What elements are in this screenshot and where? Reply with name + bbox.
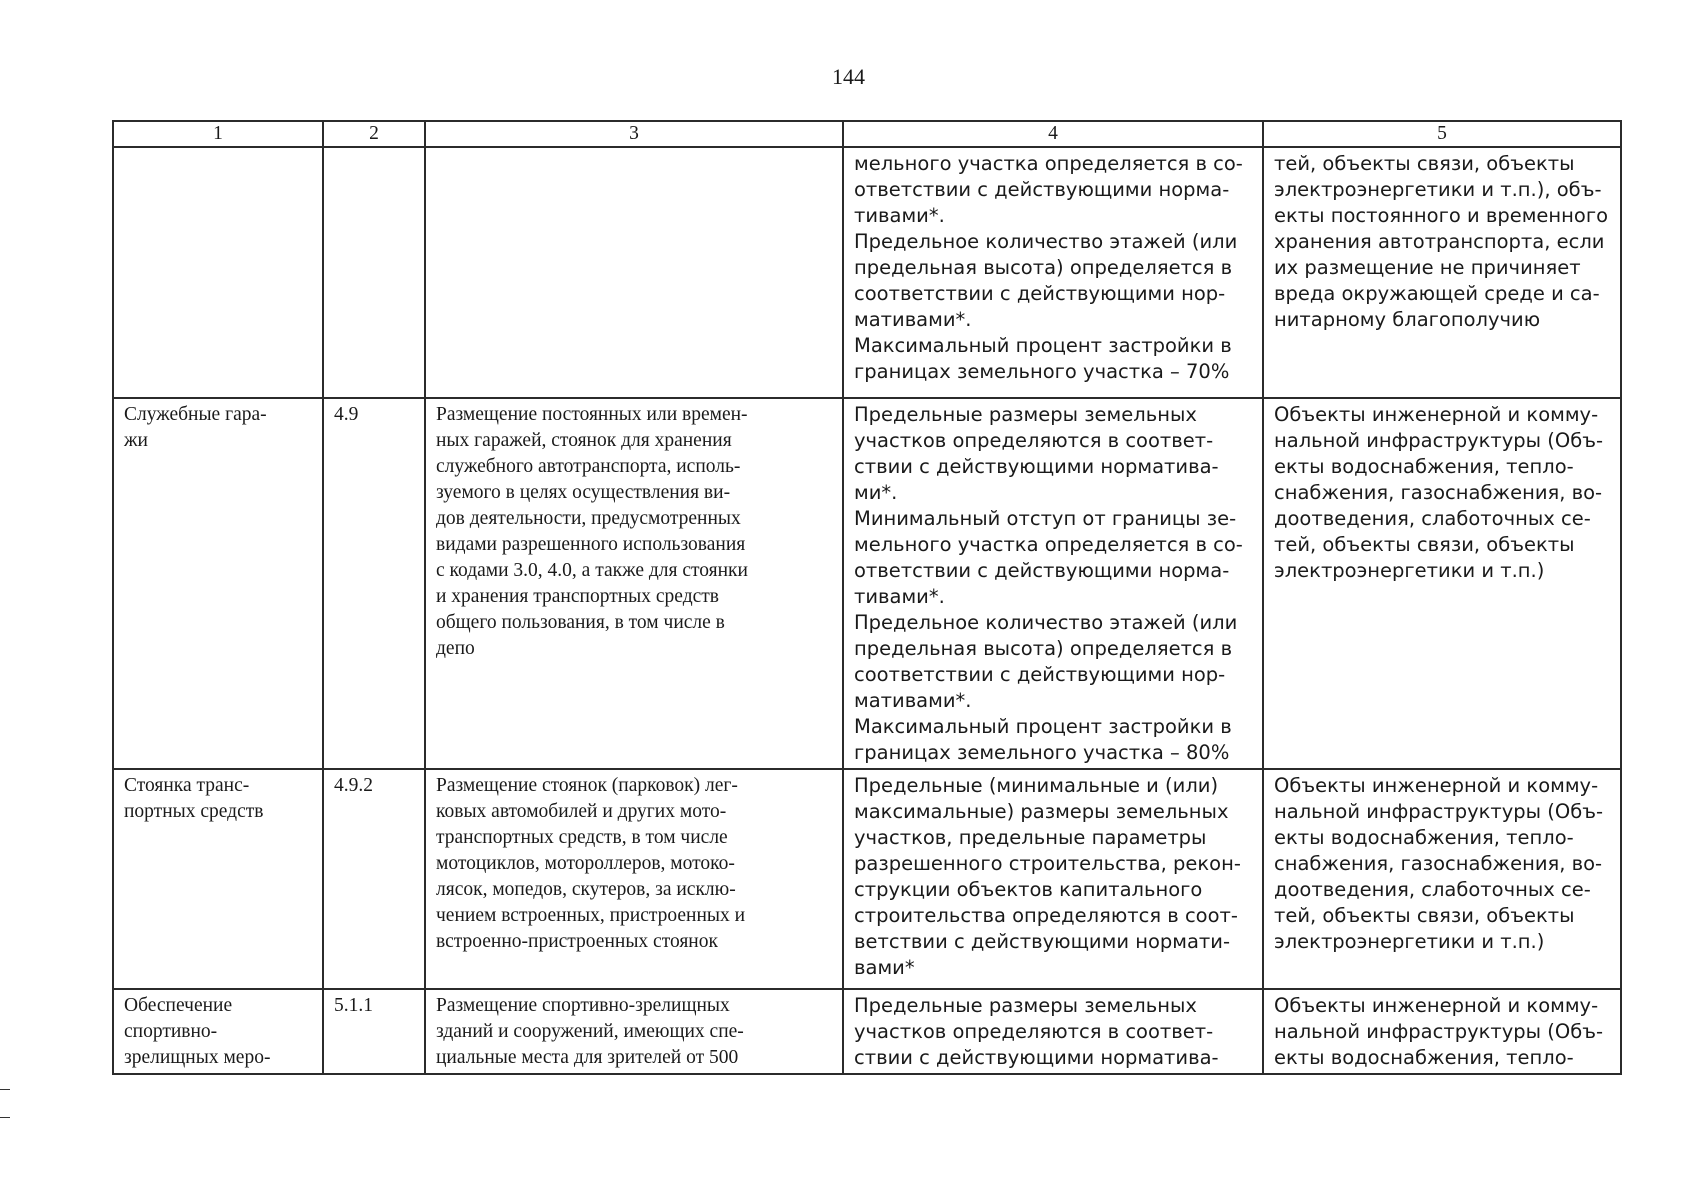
use-code-cell: 4.9 <box>323 398 425 769</box>
use-code-cell <box>323 147 425 398</box>
use-name-cell: Служебные гара- жи <box>113 398 323 769</box>
use-description-cell: Размещение постоянных или времен- ных гаражей, стоянок для хранения служебного автотранспорта, исполь- зуемого в целях осуществления ви- дов деятельности, предусмотренных видами разрешенного использования с кодами 3.0, 4.0, а также для стоянки и хранения транспортных средств общего пользования, в том числе в депо <box>425 398 843 769</box>
column-header-2: 2 <box>323 121 425 147</box>
parameters-cell: мельного участка определяется в со- ответствии с действующими норма- тивами*. Предельное количество этажей (или предельная высота) определяется в соответствии с действующими нор- мативами*. Максимальный процент застройки в границах земельного участка – 70% <box>843 147 1263 398</box>
column-header-3: 3 <box>425 121 843 147</box>
use-name-cell: Стоянка транс- портных средств <box>113 769 323 989</box>
use-name-cell: Обеспечение спортивно- зрелищных меро- <box>113 989 323 1074</box>
column-header-1: 1 <box>113 121 323 147</box>
use-code-cell: 4.9.2 <box>323 769 425 989</box>
table-row <box>113 989 1621 1074</box>
table-row <box>113 147 1621 398</box>
parameters-cell: Предельные (минимальные и (или) максимальные) размеры земельных участков, предельные параметры разрешенного строительства, рекон- струкции объектов капитального строительства определяются в соот- ветствии с действующими нормати- вами* <box>843 769 1263 989</box>
column-header-5: 5 <box>1263 121 1621 147</box>
use-description-cell: Размещение спортивно-зрелищных зданий и сооружений, имеющих спе- циальные места для зрителей от 500 <box>425 989 843 1074</box>
table-row <box>113 398 1621 769</box>
use-description-cell <box>425 147 843 398</box>
margin-mark <box>0 1089 10 1090</box>
page-number: 144 <box>832 64 865 89</box>
use-description-cell: Размещение стоянок (парковок) лег- ковых автомобилей и других мото- транспортных средств, в том числе мотоциклов, мотороллеров, мотоко- лясок, мопедов, скутеров, за исклю- чением встроенных, пристроенных и встроенно-пристроенных стоянок <box>425 769 843 989</box>
use-code-cell: 5.1.1 <box>323 989 425 1074</box>
auxiliary-uses-cell: Объекты инженерной и комму- нальной инфраструктуры (Объ- екты водоснабжения, тепло- снабжения, газоснабжения, во- доотведения, слаботочных се- тей, объекты связи, объекты электроэнергетики и т.п.) <box>1263 769 1621 989</box>
auxiliary-uses-cell: Объекты инженерной и комму- нальной инфраструктуры (Объ- екты водоснабжения, тепло- <box>1263 989 1621 1074</box>
column-header-4: 4 <box>843 121 1263 147</box>
parameters-cell: Предельные размеры земельных участков определяются в соответ- ствии с действующими норматива- ми*. Минимальный отступ от границы зе- мельного участка определяется в со- ответствии с действующими норма- тивами*. Предельное количество этажей (или предельная высота) определяется в соответствии с действующими нор- мативами*. Максимальный процент застройки в границах земельного участка – 80% <box>843 398 1263 769</box>
auxiliary-uses-cell: Объекты инженерной и комму- нальной инфраструктуры (Объ- екты водоснабжения, тепло- снабжения, газоснабжения, во- доотведения, слаботочных се- тей, объекты связи, объекты электроэнергетики и т.п.) <box>1263 398 1621 769</box>
margin-mark <box>0 1117 10 1118</box>
parameters-cell: Предельные размеры земельных участков определяются в соответ- ствии с действующими норматива- <box>843 989 1263 1074</box>
table-row <box>113 769 1621 989</box>
regulations-table <box>112 120 1622 1075</box>
header-row <box>113 121 1621 147</box>
use-name-cell <box>113 147 323 398</box>
auxiliary-uses-cell: тей, объекты связи, объекты электроэнергетики и т.п.), объ- екты постоянного и временного хранения автотранспорта, если их размещение не причиняет вреда окружающей среде и са- нитарному благополучию <box>1263 147 1621 398</box>
